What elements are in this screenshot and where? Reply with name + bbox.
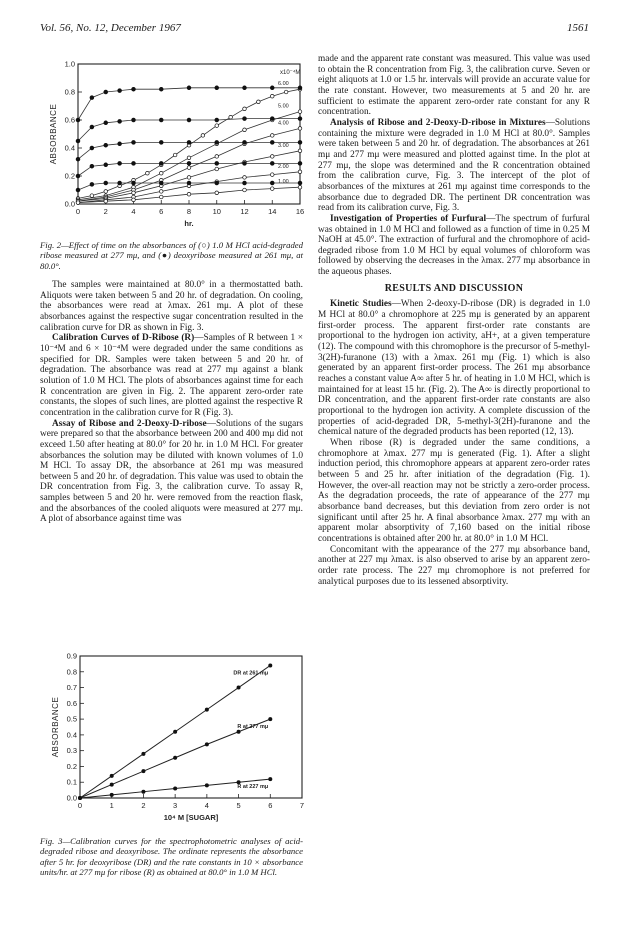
- subheading: Calibration Curves of D-Ribose (R): [52, 333, 195, 344]
- x-axis-label: 10⁴ M [SUGAR]: [163, 813, 219, 822]
- data-point: [215, 141, 219, 145]
- data-point: [243, 128, 247, 132]
- data-point: [76, 201, 80, 205]
- data-point: [215, 191, 219, 195]
- y-tick-label: 0.1: [66, 777, 77, 787]
- y-tick-label: 0.2: [64, 171, 75, 181]
- x-tick-label: 10: [212, 207, 221, 216]
- data-point: [173, 787, 177, 791]
- data-point: [270, 141, 274, 145]
- data-point: [298, 162, 302, 166]
- y-tick-label: 0.7: [66, 683, 77, 693]
- x-tick-label: 6: [159, 207, 164, 216]
- x-tick-label: 12: [240, 207, 249, 216]
- data-point: [237, 686, 241, 690]
- x-tick-label: 6: [268, 801, 273, 810]
- data-point: [132, 162, 136, 166]
- subheading: Analysis of Ribose and 2-Deoxy-D-ribose in Mixtures: [330, 117, 546, 128]
- data-point: [159, 171, 163, 175]
- paragraph: Investigation of Properties of Furfural—The spectrum of furfural was obtained in 1.0 M HCl and followed as a function of time in 0.25 M NaOH at 45.0°. The extraction of furfural and the chromophore of acid-degraded ribose from 1.0 M HCl by equal volumes of chloroform was followed by observing the decreases in the λmax. 277 mμ absorbance in the aqueous phases.: [318, 213, 590, 278]
- x-tick-label: 0: [75, 207, 81, 216]
- data-point: [298, 185, 302, 189]
- series-label: 2.00: [278, 163, 289, 170]
- data-point: [215, 167, 219, 171]
- data-point: [215, 181, 219, 185]
- data-point: [90, 125, 94, 129]
- paragraph: When ribose (R) is degraded under the same conditions, a chromophore at λmax. 277 mμ is generated (Fig. 1). After a slight induction period, this chromophore appears at apparent zero-order rates between 5 and 25 hr. after initiation of the degradation (Fig. 1). However, the over-all reaction may not be strictly a zero-order process. As the degradation proceeds, the rate of appearance of the 277 mμ absorbance band decreases, but this deviation from zero order is not significant until after 25 hr. A final absorbance λmax. 277 mμ with an apparent molar absorptivity of 7,160 based on the initial ribose concentrations is obtained after 200 hr. at 80.0° in 1.0 M HCl.: [318, 437, 590, 544]
- data-point: [132, 191, 136, 195]
- y-tick-label: 0.4: [64, 143, 75, 153]
- data-point: [141, 752, 145, 756]
- data-point: [110, 783, 114, 787]
- paragraph: Assay of Ribose and 2-Deoxy-D-ribose—Solutions of the sugars were prepared so that the absorbance between 200 and 400 mμ did not exceed 1.50 after heating at 80.0° for 20 hr. in 1.0 M HCl. For greater absorbances the solution may be diluted with known volumes of 1.0 M HCl. To assay DR, the absorbance at 261 mμ was measured between 5 and 20 hr. of degradation. This value was used to obtain the DR concentration from Fig. 3, the calibration curve. To assay R, samples between 5 and 20 hr. were removed from the reaction flask, and the absorbances of the cooled aliquots were measured at 277 mμ. A plot of absorbance against time was: [40, 418, 303, 525]
- figure-2-chart: [30, 58, 305, 236]
- data-point: [118, 142, 122, 146]
- data-point: [298, 170, 302, 174]
- data-point: [243, 176, 247, 180]
- x-tick-label: 3: [173, 801, 178, 810]
- data-point: [104, 121, 108, 125]
- data-point: [215, 162, 219, 166]
- unit-label: x10⁻⁴M: [280, 70, 301, 76]
- data-point: [159, 190, 163, 194]
- data-point: [104, 181, 108, 185]
- data-point: [201, 134, 205, 138]
- data-point: [159, 162, 163, 166]
- y-tick-label: 0.6: [66, 698, 77, 708]
- data-point: [132, 87, 136, 91]
- data-point: [76, 139, 80, 143]
- data-point: [237, 730, 241, 734]
- data-point: [132, 198, 136, 202]
- subheading: Assay of Ribose and 2-Deoxy-D-ribose: [52, 418, 207, 429]
- data-point: [270, 134, 274, 138]
- data-point: [205, 783, 209, 787]
- data-point: [270, 94, 274, 98]
- data-point: [270, 117, 274, 121]
- data-point: [159, 195, 163, 199]
- series-label: 6.00: [278, 81, 289, 88]
- data-point: [104, 199, 108, 203]
- data-point: [132, 118, 136, 122]
- data-point: [243, 117, 247, 121]
- subheading: Investigation of Properties of Furfural: [330, 213, 487, 224]
- x-tick-label: 4: [131, 207, 136, 216]
- data-point: [159, 141, 163, 145]
- series-label: DR at 261 mμ: [233, 670, 269, 677]
- y-tick-label: 0.4: [66, 730, 77, 740]
- data-point: [298, 86, 302, 90]
- data-point: [76, 188, 80, 192]
- y-tick-label: 0.8: [66, 667, 77, 677]
- figure-2-caption: Fig. 2—Effect of time on the absorbances of (○) 1.0 M HCl acid-degraded ribose measured at 277 mμ, and (●) deoxyribose measured at 261 mμ, at 80.0°.: [40, 240, 303, 271]
- data-point: [104, 163, 108, 167]
- data-point: [187, 162, 191, 166]
- figure-3-caption: Fig. 3—Calibration curves for the spectrophotometric analyses of acid-degraded ribose and deoxyribose. The ordinate represents the absorbance after 5 hr. for deoxyribose (DR) and the rate constants in 10 × absorbance units/hr. at 277 mμ for ribose (R) as obtained at 80.0° in 1.0 M HCl.: [40, 836, 303, 877]
- left-column-text: [40, 280, 303, 525]
- data-point: [243, 162, 247, 166]
- journal-volume: Vol. 56, No. 12, December 1967: [40, 22, 181, 34]
- section-heading: RESULTS AND DISCUSSION: [384, 282, 524, 294]
- data-point: [187, 86, 191, 90]
- series-label: 1.00: [278, 179, 289, 186]
- y-tick-label: 1.0: [64, 59, 75, 69]
- subheading: Kinetic Studies: [330, 299, 392, 310]
- data-point: [76, 157, 80, 161]
- x-tick-label: 2: [141, 801, 146, 810]
- data-point: [110, 793, 114, 797]
- series-label: 4.00: [278, 120, 289, 127]
- data-point: [270, 173, 274, 177]
- data-point: [268, 663, 272, 667]
- data-point: [270, 86, 274, 90]
- data-point: [132, 141, 136, 145]
- series-label: 3.00: [278, 142, 289, 149]
- data-point: [257, 100, 261, 104]
- data-point: [243, 181, 247, 185]
- data-point: [90, 183, 94, 187]
- data-point: [104, 190, 108, 194]
- data-point: [146, 171, 150, 175]
- data-point: [90, 164, 94, 168]
- data-point: [90, 146, 94, 150]
- y-tick-label: 0.0: [66, 793, 77, 803]
- data-point: [118, 89, 122, 93]
- x-tick-label: 0: [77, 801, 83, 810]
- data-point: [187, 192, 191, 196]
- y-tick-label: 0.5: [66, 714, 77, 724]
- paragraph: Kinetic Studies—When 2-deoxy-D-ribose (DR) is degraded in 1.0 M HCl at 80.0° a chromophore at 225 mμ is generated by an apparent first-order process. The apparent first-order rate constants are proportional to the hydrogen ion activity, aH+, at a given temperature (12). The compound with this chromophore is the precursor of 5-methyl-3(2H)-furanone (13) with a λmax. 261 mμ (Fig. 1) which is also generated by an apparent first-order process. The 261 mμ absorbance reaches a constant value A∞ after 5 hr. of heating in 1.0 M HCl, which is maintained for at least 15 hr. (Fig. 2). The A∞ is directly proportional to DR concentration, and the apparent first-order rate constants are also proportional to the hydrogen ion activity. A complete discussion of the properties of acid-degraded DR, 5-methyl-3(2H)-furanone and the chemical nature of the degraded products has been reported (12, 13).: [318, 299, 590, 438]
- x-tick-label: 8: [186, 207, 192, 216]
- series-label: 5.00: [278, 103, 289, 110]
- data-point: [76, 174, 80, 178]
- data-point: [104, 90, 108, 94]
- data-point: [159, 118, 163, 122]
- data-point: [78, 796, 82, 800]
- data-point: [187, 156, 191, 160]
- data-point: [205, 708, 209, 712]
- data-point: [141, 790, 145, 794]
- data-point: [215, 86, 219, 90]
- paragraph: Concomitant with the appearance of the 277 mμ absorbance band, another at 227 mμ λmax. is also observed to arise by an apparent zero-order rate process. The 227 mμ chromophore is not preferred for analytical purposes due to its lessened absorptivity.: [318, 544, 590, 587]
- y-tick-label: 0.3: [66, 746, 77, 756]
- data-point: [141, 769, 145, 773]
- y-axis-label: ABSORBANCE: [51, 696, 60, 758]
- data-point: [159, 87, 163, 91]
- data-point: [215, 118, 219, 122]
- y-tick-label: 0.0: [64, 199, 75, 209]
- x-tick-label: 7: [299, 801, 305, 810]
- data-point: [298, 127, 302, 131]
- data-point: [268, 777, 272, 781]
- data-point: [270, 187, 274, 191]
- data-point: [187, 118, 191, 122]
- x-tick-label: 2: [103, 207, 108, 216]
- data-point: [298, 141, 302, 145]
- paragraph: made and the apparent rate constant was measured. This value was used to obtain the R concentration from Fig. 3, the calibration curve. Seven or eight aliquots at 1.0 or 1.5 hr. intervals will provide an accurate value for the rate constant. However, two measurements at 5 and 20 hr. are sufficient to estimate the apparent zero-order rate constant for any R concentration.: [318, 54, 590, 118]
- series-line: [78, 88, 300, 120]
- data-point: [90, 96, 94, 100]
- data-point: [298, 117, 302, 121]
- series-label: R at 277 mμ: [237, 724, 269, 731]
- data-point: [243, 188, 247, 192]
- data-point: [173, 153, 177, 157]
- data-point: [243, 107, 247, 111]
- data-point: [132, 181, 136, 185]
- data-point: [90, 194, 94, 198]
- y-tick-label: 0.8: [64, 87, 75, 97]
- data-point: [298, 181, 302, 185]
- x-axis-label: hr.: [184, 219, 194, 228]
- data-point: [298, 149, 302, 153]
- data-point: [215, 155, 219, 159]
- y-tick-label: 0.6: [64, 115, 75, 125]
- data-point: [110, 774, 114, 778]
- page-number: 1561: [567, 22, 589, 34]
- data-point: [173, 756, 177, 760]
- data-point: [187, 141, 191, 145]
- series-label: R at 227 mμ: [237, 784, 269, 791]
- data-point: [187, 181, 191, 185]
- x-tick-label: 16: [295, 207, 305, 216]
- data-point: [205, 742, 209, 746]
- x-tick-label: 14: [268, 207, 277, 216]
- data-point: [215, 124, 219, 128]
- data-point: [159, 181, 163, 185]
- data-point: [243, 86, 247, 90]
- paragraph: Analysis of Ribose and 2-Deoxy-D-ribose in Mixtures—Solutions containing the mixture were degraded in 1.0 M HCl at 80.0°. Samples were taken between 5 and 20 hr. of degradation. The absorbances at 261 mμ and 277 mμ were measured and plotted against time. In the plot at 277 mμ, the slope was determined and the R concentration obtained from the calibration curve, Fig. 3. The intercept of the plot of absorbances of the mixtures at 261 mμ against time corresponds to the absorbance due to degraded DR. The pertinent DR concentration was read from its calibration curve, Fig. 3.: [318, 117, 590, 214]
- data-point: [118, 120, 122, 124]
- paragraph: The samples were maintained at 80.0° in a thermostatted bath. Aliquots were taken between 5 and 20 hr. of degradation. On cooling, the absorbances were read at λmax. 261 mμ. A plot of these absorbances against the respective sugar concentration resulted in the calibration curve for DR as shown in Fig. 3.: [40, 280, 303, 333]
- data-point: [187, 176, 191, 180]
- x-tick-label: 1: [109, 801, 114, 810]
- data-point: [284, 90, 288, 94]
- data-point: [270, 155, 274, 159]
- data-point: [229, 115, 233, 119]
- x-tick-label: 5: [236, 801, 241, 810]
- data-point: [173, 730, 177, 734]
- figure-3-chart: [40, 648, 315, 836]
- data-point: [270, 181, 274, 185]
- data-point: [118, 181, 122, 185]
- data-point: [268, 717, 272, 721]
- x-tick-label: 4: [204, 801, 209, 810]
- data-point: [270, 162, 274, 166]
- y-tick-label: 0.2: [66, 761, 77, 771]
- right-column-text: [318, 54, 590, 587]
- data-point: [118, 162, 122, 166]
- paragraph: Calibration Curves of D-Ribose (R)—Samples of R between 1 × 10⁻⁴M and 6 × 10⁻⁴M were degraded under the same conditions as specified for DR. Samples were taken between 5 and 20 hr. of degradation. The absorbance was read at 277 mμ against a blank solution of 1.0 M HCl. The plots of absorbances against time for each R concentration are given in Fig. 2. The apparent zero-order rate constants, the slopes of such lines, are plotted against the respective R concentration in the calibration curve for R (Fig. 3).: [40, 333, 304, 418]
- data-point: [298, 110, 302, 114]
- data-point: [187, 166, 191, 170]
- data-point: [76, 118, 80, 122]
- y-tick-label: 0.9: [66, 651, 77, 661]
- data-point: [104, 143, 108, 147]
- y-axis-label: ABSORBANCE: [49, 103, 58, 165]
- data-point: [243, 141, 247, 145]
- running-header: [0, 22, 629, 38]
